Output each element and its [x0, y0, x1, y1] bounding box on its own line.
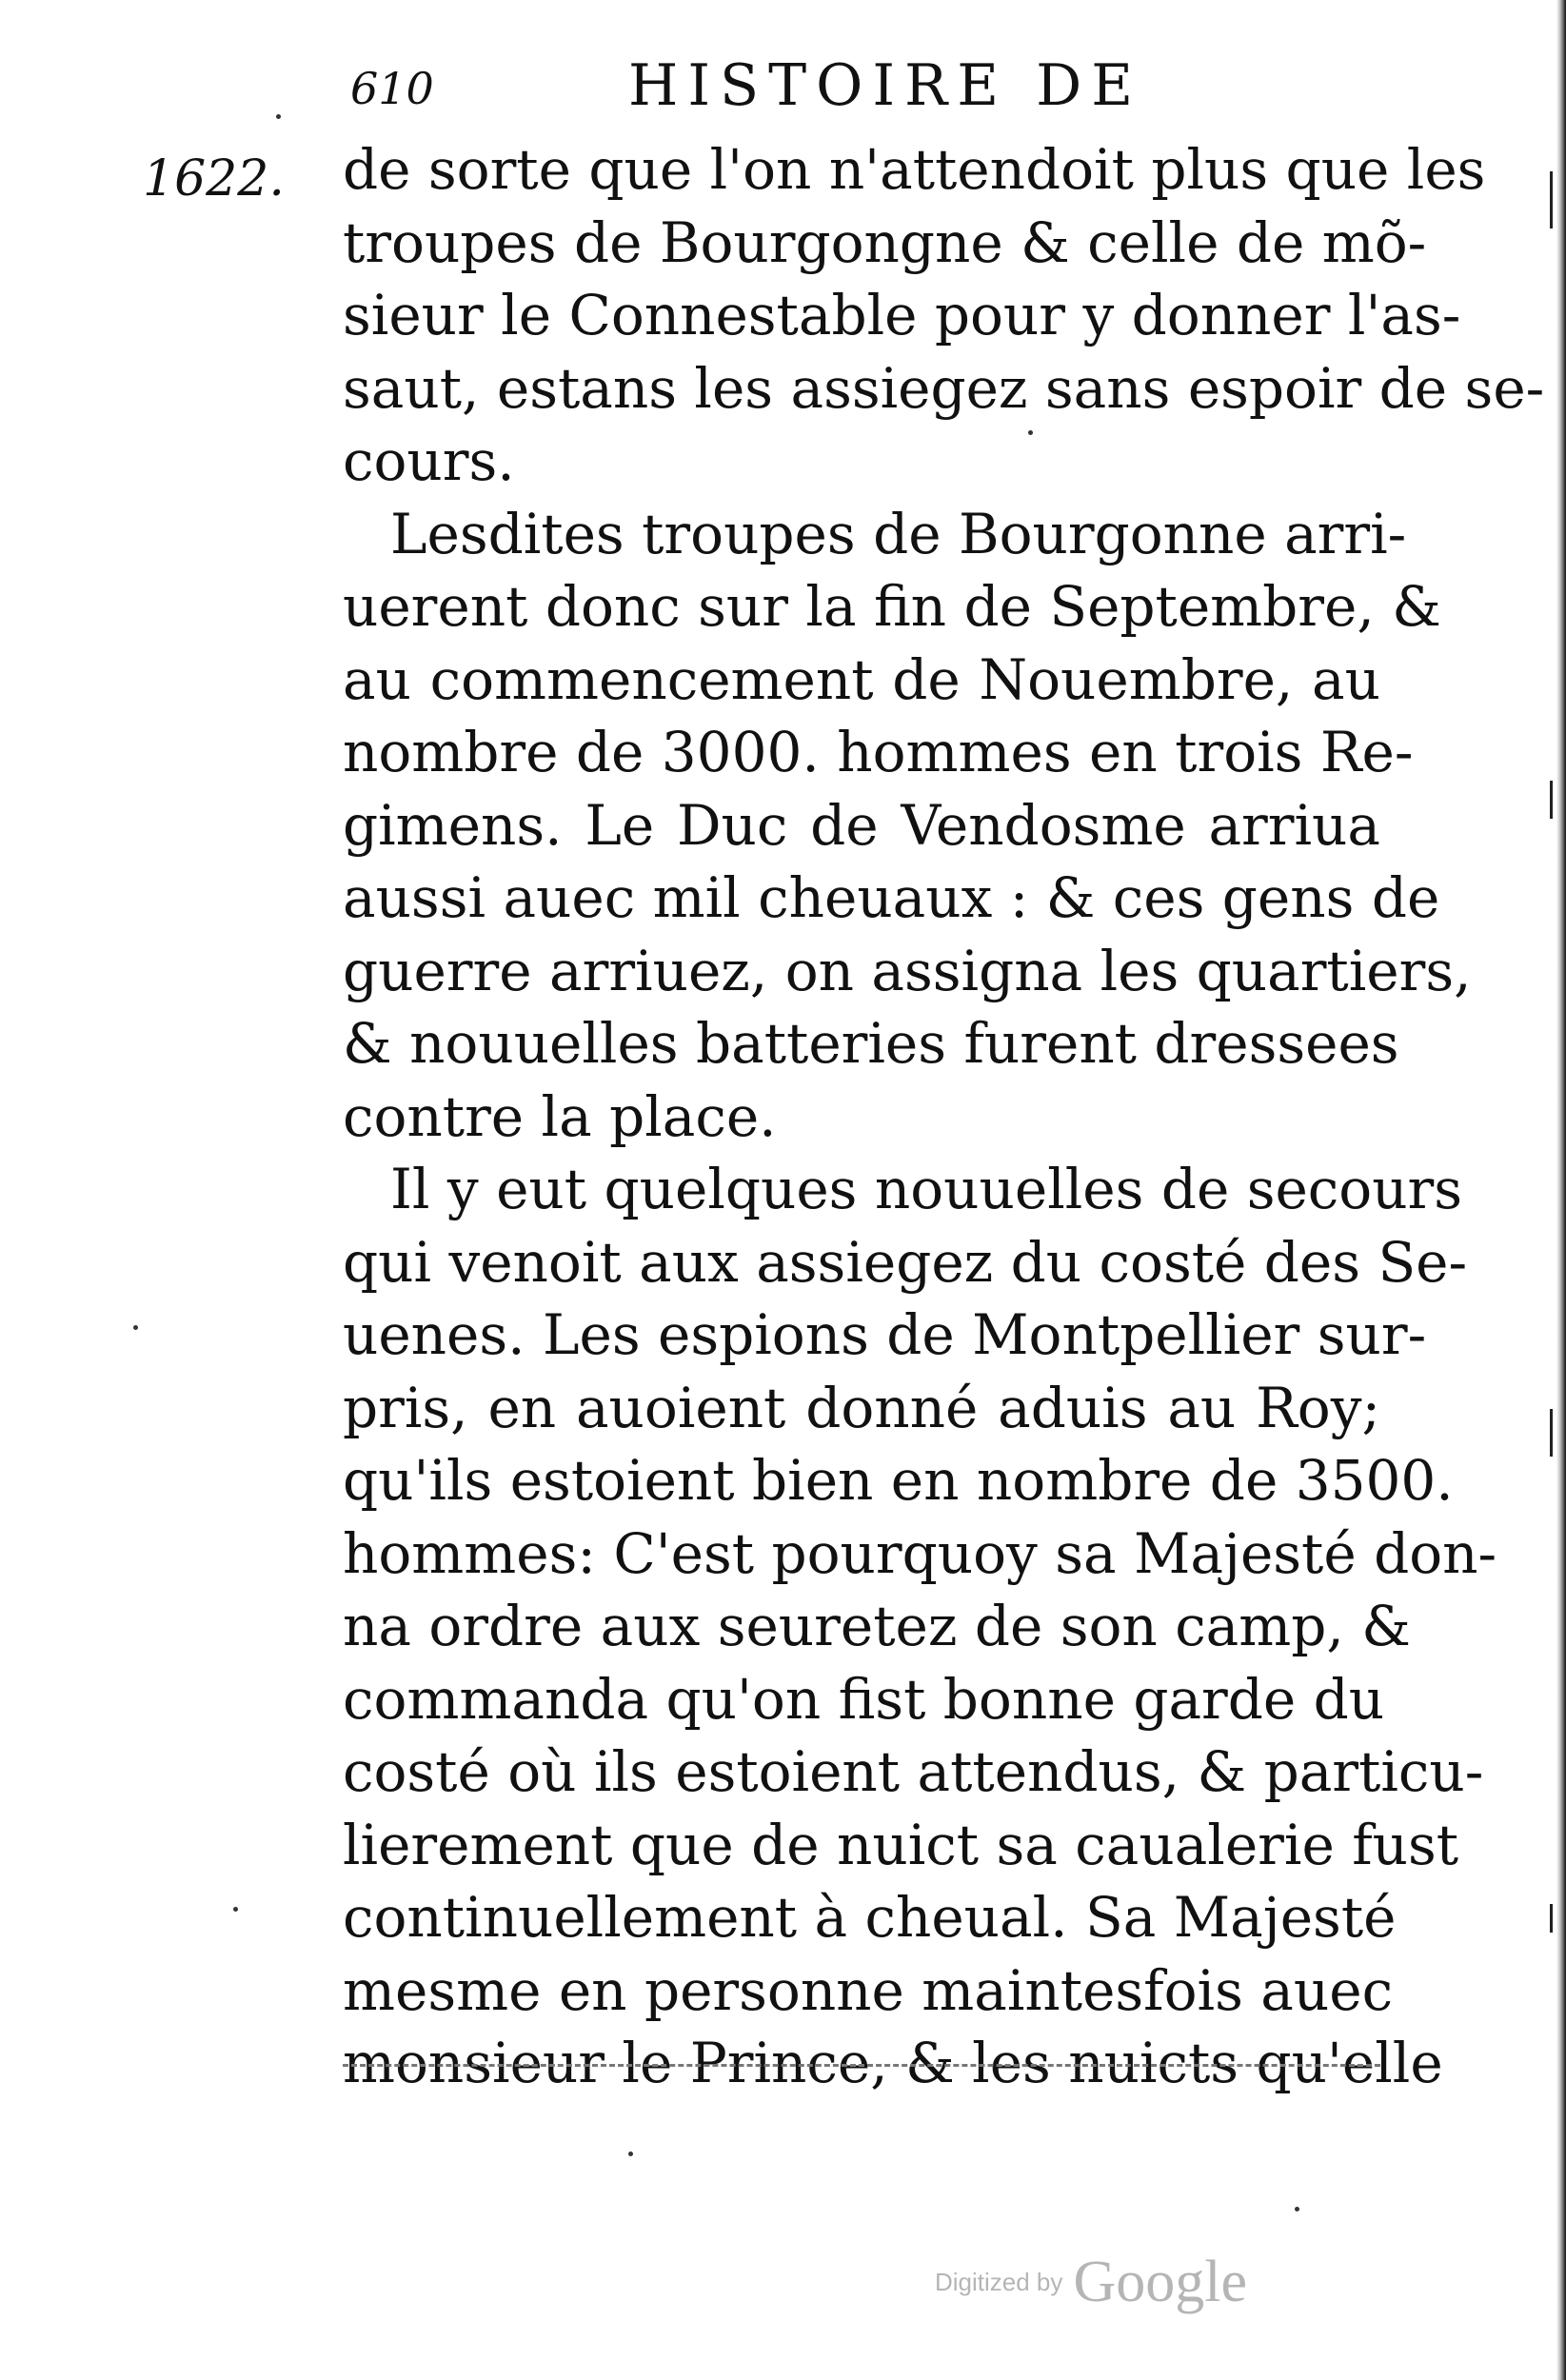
edge-mark — [1550, 781, 1553, 819]
google-logo: Google — [1073, 2250, 1248, 2314]
text-line: saut, estans les assiegez sans espoir de se- — [343, 355, 1545, 421]
paragraph-start-line: Il y eut quelques nouuelles de secours — [390, 1157, 1463, 1221]
ink-speck — [233, 1907, 238, 1912]
ink-speck — [133, 1325, 138, 1330]
text-line: contre la place. — [343, 1083, 777, 1149]
body-text — [343, 133, 1545, 2100]
ink-speck — [628, 2152, 633, 2156]
text-line: sieur le Connestable pour y donner l'as- — [343, 283, 1461, 347]
text-line: commanda qu'on fist bonne garde du — [343, 1666, 1385, 1732]
page-number: 610 — [350, 63, 434, 114]
text-line: gimens. Le Duc de Vendosme arriua — [343, 792, 1380, 858]
text-line: guerre arriuez, on assigna les quartiers, — [343, 938, 1472, 1003]
ink-speck — [1028, 430, 1033, 435]
text-line: & nouuelles batteries furent dressees — [343, 1011, 1399, 1076]
text-line: troupes de Bourgongne & celle de mõ- — [343, 209, 1427, 275]
paragraph-start-line: Lesdites troupes de Bourgonne arri- — [390, 501, 1407, 566]
running-head: HISTOIRE DE — [628, 52, 1142, 119]
ink-speck — [276, 114, 281, 119]
text-line: na ordre aux seuretez de son camp, & — [343, 1594, 1411, 1658]
text-line: qui venoit aux assiegez du costé des Se- — [343, 1229, 1468, 1295]
edge-mark — [1550, 1409, 1553, 1457]
text-line: costé où ils estoient attendus, & particu- — [343, 1739, 1484, 1804]
text-line: aussi auec mil cheuaux : & ces gens de — [343, 865, 1440, 930]
text-line: cours. — [343, 428, 515, 493]
text-line: hommes: C'est pourquoy sa Majesté don- — [343, 1520, 1497, 1586]
text-line: uenes. Les espions de Montpellier sur- — [343, 1302, 1427, 1367]
text-line: nombre de 3000. hommes en trois Re- — [343, 720, 1414, 784]
text-line: pris, en auoient donné aduis au Roy; — [343, 1375, 1380, 1440]
text-line: de sorte que l'on n'attendoit plus que les — [343, 137, 1486, 202]
margin-year-note: 1622. — [143, 150, 285, 208]
edge-mark — [1550, 171, 1553, 228]
text-line: continuellement à cheual. Sa Majesté — [343, 1885, 1397, 1950]
bottom-dotted-rule — [343, 2064, 1380, 2067]
text-line: uerent donc sur la fin de Septembre, & — [343, 574, 1441, 639]
ink-speck — [1295, 2207, 1299, 2211]
watermark-prefix: Digitized by — [935, 2268, 1063, 2296]
text-line: lierement que de nuict sa caualerie fust — [343, 1812, 1459, 1877]
text-line: qu'ils estoient bien en nombre de 3500. — [343, 1448, 1454, 1513]
page-edge-shadow — [1556, 0, 1566, 2380]
text-line: mesme en personne maintesfois auec — [343, 1957, 1394, 2023]
digitized-watermark — [935, 2250, 1248, 2314]
edge-mark — [1550, 1904, 1553, 1933]
text-line: au commencement de Nouembre, au — [343, 646, 1380, 712]
text-line: monsieur le Prince, & les nuicts qu'elle — [343, 2031, 1443, 2095]
